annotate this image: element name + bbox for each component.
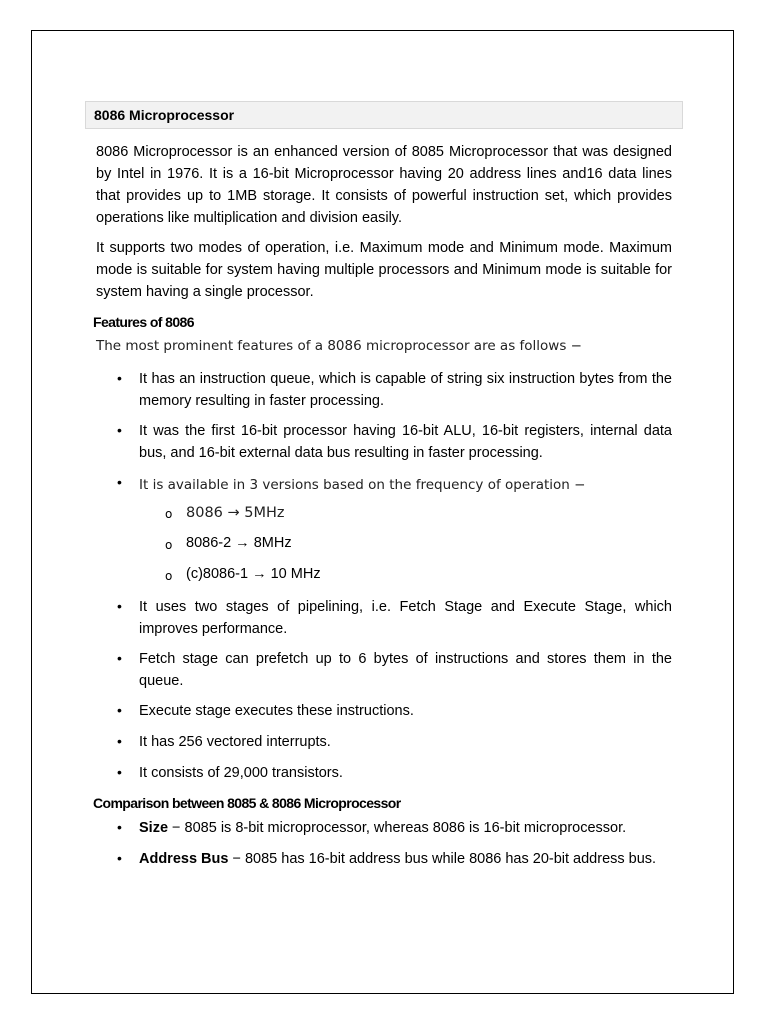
features-heading: Features of 8086 [93, 314, 194, 330]
feature-item: It was the first 16-bit processor having 16-bit ALU, 16-bit registers, internal data bus, and 16-bit external data bus resulting in faster processing. [139, 423, 672, 461]
bullet-icon: • [117, 733, 122, 749]
bullet-icon: • [117, 422, 122, 438]
comparison-heading: Comparison between 8085 & 8086 Microprocessor [93, 795, 401, 811]
comparison-item [139, 848, 672, 870]
circle-bullet-icon: o [165, 507, 173, 521]
comparison-text: − 8085 is 8-bit microprocessor, whereas 8086 is 16-bit microprocessor. [168, 820, 627, 836]
feature-item: It uses two stages of pipelining, i.e. Fetch Stage and Execute Stage, which improves performance. [139, 599, 672, 637]
version-item: 8086 → 5MHz [186, 505, 285, 521]
feature-item: It has 256 vectored interrupts. [139, 734, 331, 750]
comparison-item [139, 817, 672, 839]
comparison-label: Size [139, 820, 169, 836]
feature-item: It is available in 3 versions based on the frequency of operation − [139, 477, 586, 493]
circle-bullet-icon: o [165, 538, 173, 552]
feature-item: It consists of 29,000 transistors. [139, 765, 343, 781]
comparison-label: Address Bus [139, 851, 229, 867]
version-item: (c)8086-1 → 10 MHz [186, 566, 321, 582]
bullet-icon: • [117, 819, 122, 835]
intro-paragraph-2: It supports two modes of operation, i.e. Maximum mode and Minimum mode. Maximum mode is suitable for system having multiple processors and Minimum mode is suitable for system having a single processor. [96, 240, 672, 300]
feature-item: It has an instruction queue, which is capable of string six instruction bytes from the memory resulting in faster processing. [139, 371, 672, 409]
bullet-icon: • [117, 702, 122, 718]
bullet-icon: • [117, 650, 122, 666]
bullet-icon: • [117, 598, 122, 614]
bullet-icon: • [117, 370, 122, 386]
version-item: 8086-2 → 8MHz [186, 535, 292, 551]
intro-paragraph-1: 8086 Microprocessor is an enhanced version of 8085 Microprocessor that was designed by Intel in 1976. It is a 16-bit Microprocessor having 20 address lines and16 data lines that provides up to 1MB storage. It consists of powerful instruction set, which provides operations like multiplication and division easily. [96, 144, 672, 226]
bullet-icon: • [117, 764, 122, 780]
feature-item: Fetch stage can prefetch up to 6 bytes of instructions and stores them in the queue. [139, 651, 672, 689]
section-title: 8086 Microprocessor [85, 101, 683, 129]
comparison-text: − 8085 has 16-bit address bus while 8086 has 20-bit address bus. [228, 851, 657, 867]
circle-bullet-icon: o [165, 569, 173, 583]
bullet-icon: • [117, 850, 122, 866]
bullet-icon: • [117, 474, 122, 490]
feature-item: Execute stage executes these instructions. [139, 703, 414, 719]
features-lead: The most prominent features of a 8086 microprocessor are as follows − [96, 338, 582, 354]
